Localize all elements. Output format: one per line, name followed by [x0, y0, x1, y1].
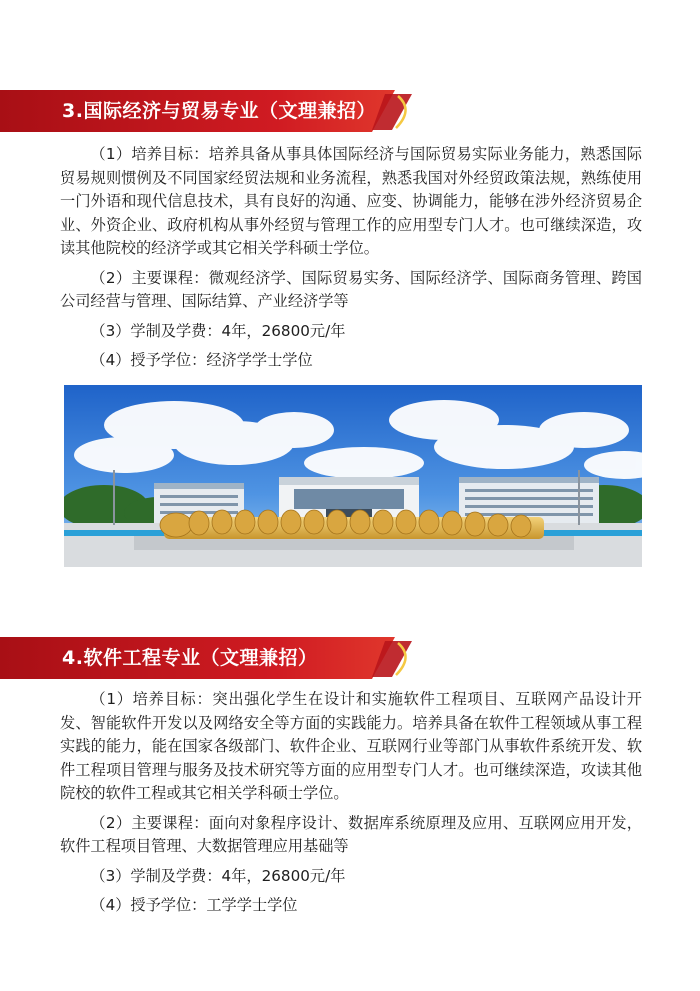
section-3-courses: （2）主要课程：微观经济学、国际贸易实务、国际经济学、国际商务管理、跨国公司经营与管理、国际结算、产业经济学等	[60, 268, 642, 310]
section-3-tuition: （3）学制及学费：4年，26800元/年	[90, 321, 346, 340]
section-3-goal: （1）培养目标：培养具备从事具体国际经济与国际贸易实际业务能力，熟悉国际贸易规则惯例及不同国家经贸法规和业务流程，熟悉我国对外经贸政策法规，熟练使用一门外语和现代信息技术，具有良好的沟通、应变、协调能力，能够在涉外经济贸易企业、外资企业、政府机构从事外经贸与管理工作的应用型专门人才。也可继续深造，攻读其他院校的经济学或其它相关学科硕士学位。	[60, 145, 642, 257]
section-3-degree: （4）授予学位：经济学学士学位	[90, 351, 313, 369]
campus-photo	[64, 385, 642, 567]
section-4-banner	[0, 637, 420, 679]
section-4-courses: （2）主要课程：面向对象程序设计、数据库系统原理及应用、互联网应用开发，软件工程项目管理、大数据管理应用基础等	[60, 813, 642, 855]
section-3-banner	[0, 90, 420, 132]
section-3-title: 3.国际经济与贸易专业（文理兼招）	[62, 100, 376, 122]
section-4-tuition: （3）学制及学费：4年，26800元/年	[90, 866, 346, 885]
section-4-goal: （1）培养目标：突出强化学生在设计和实施软件工程项目、互联网产品设计开发、智能软件开发以及网络安全等方面的实践能力。培养具备在软件工程领域从事工程实践的能力，能在国家各级部门、软件企业、互联网行业等部门从事软件系统开发、软件工程项目管理与服务及技术研究等方面的应用型专门人才。也可继续深造，攻读其他院校的软件工程或其它相关学科硕士学位。	[60, 690, 642, 802]
section-4-title: 4.软件工程专业（文理兼招）	[62, 647, 318, 669]
section-4-body	[60, 688, 642, 924]
section-3-body	[60, 143, 642, 379]
section-4-degree: （4）授予学位：工学学士学位	[90, 896, 298, 914]
